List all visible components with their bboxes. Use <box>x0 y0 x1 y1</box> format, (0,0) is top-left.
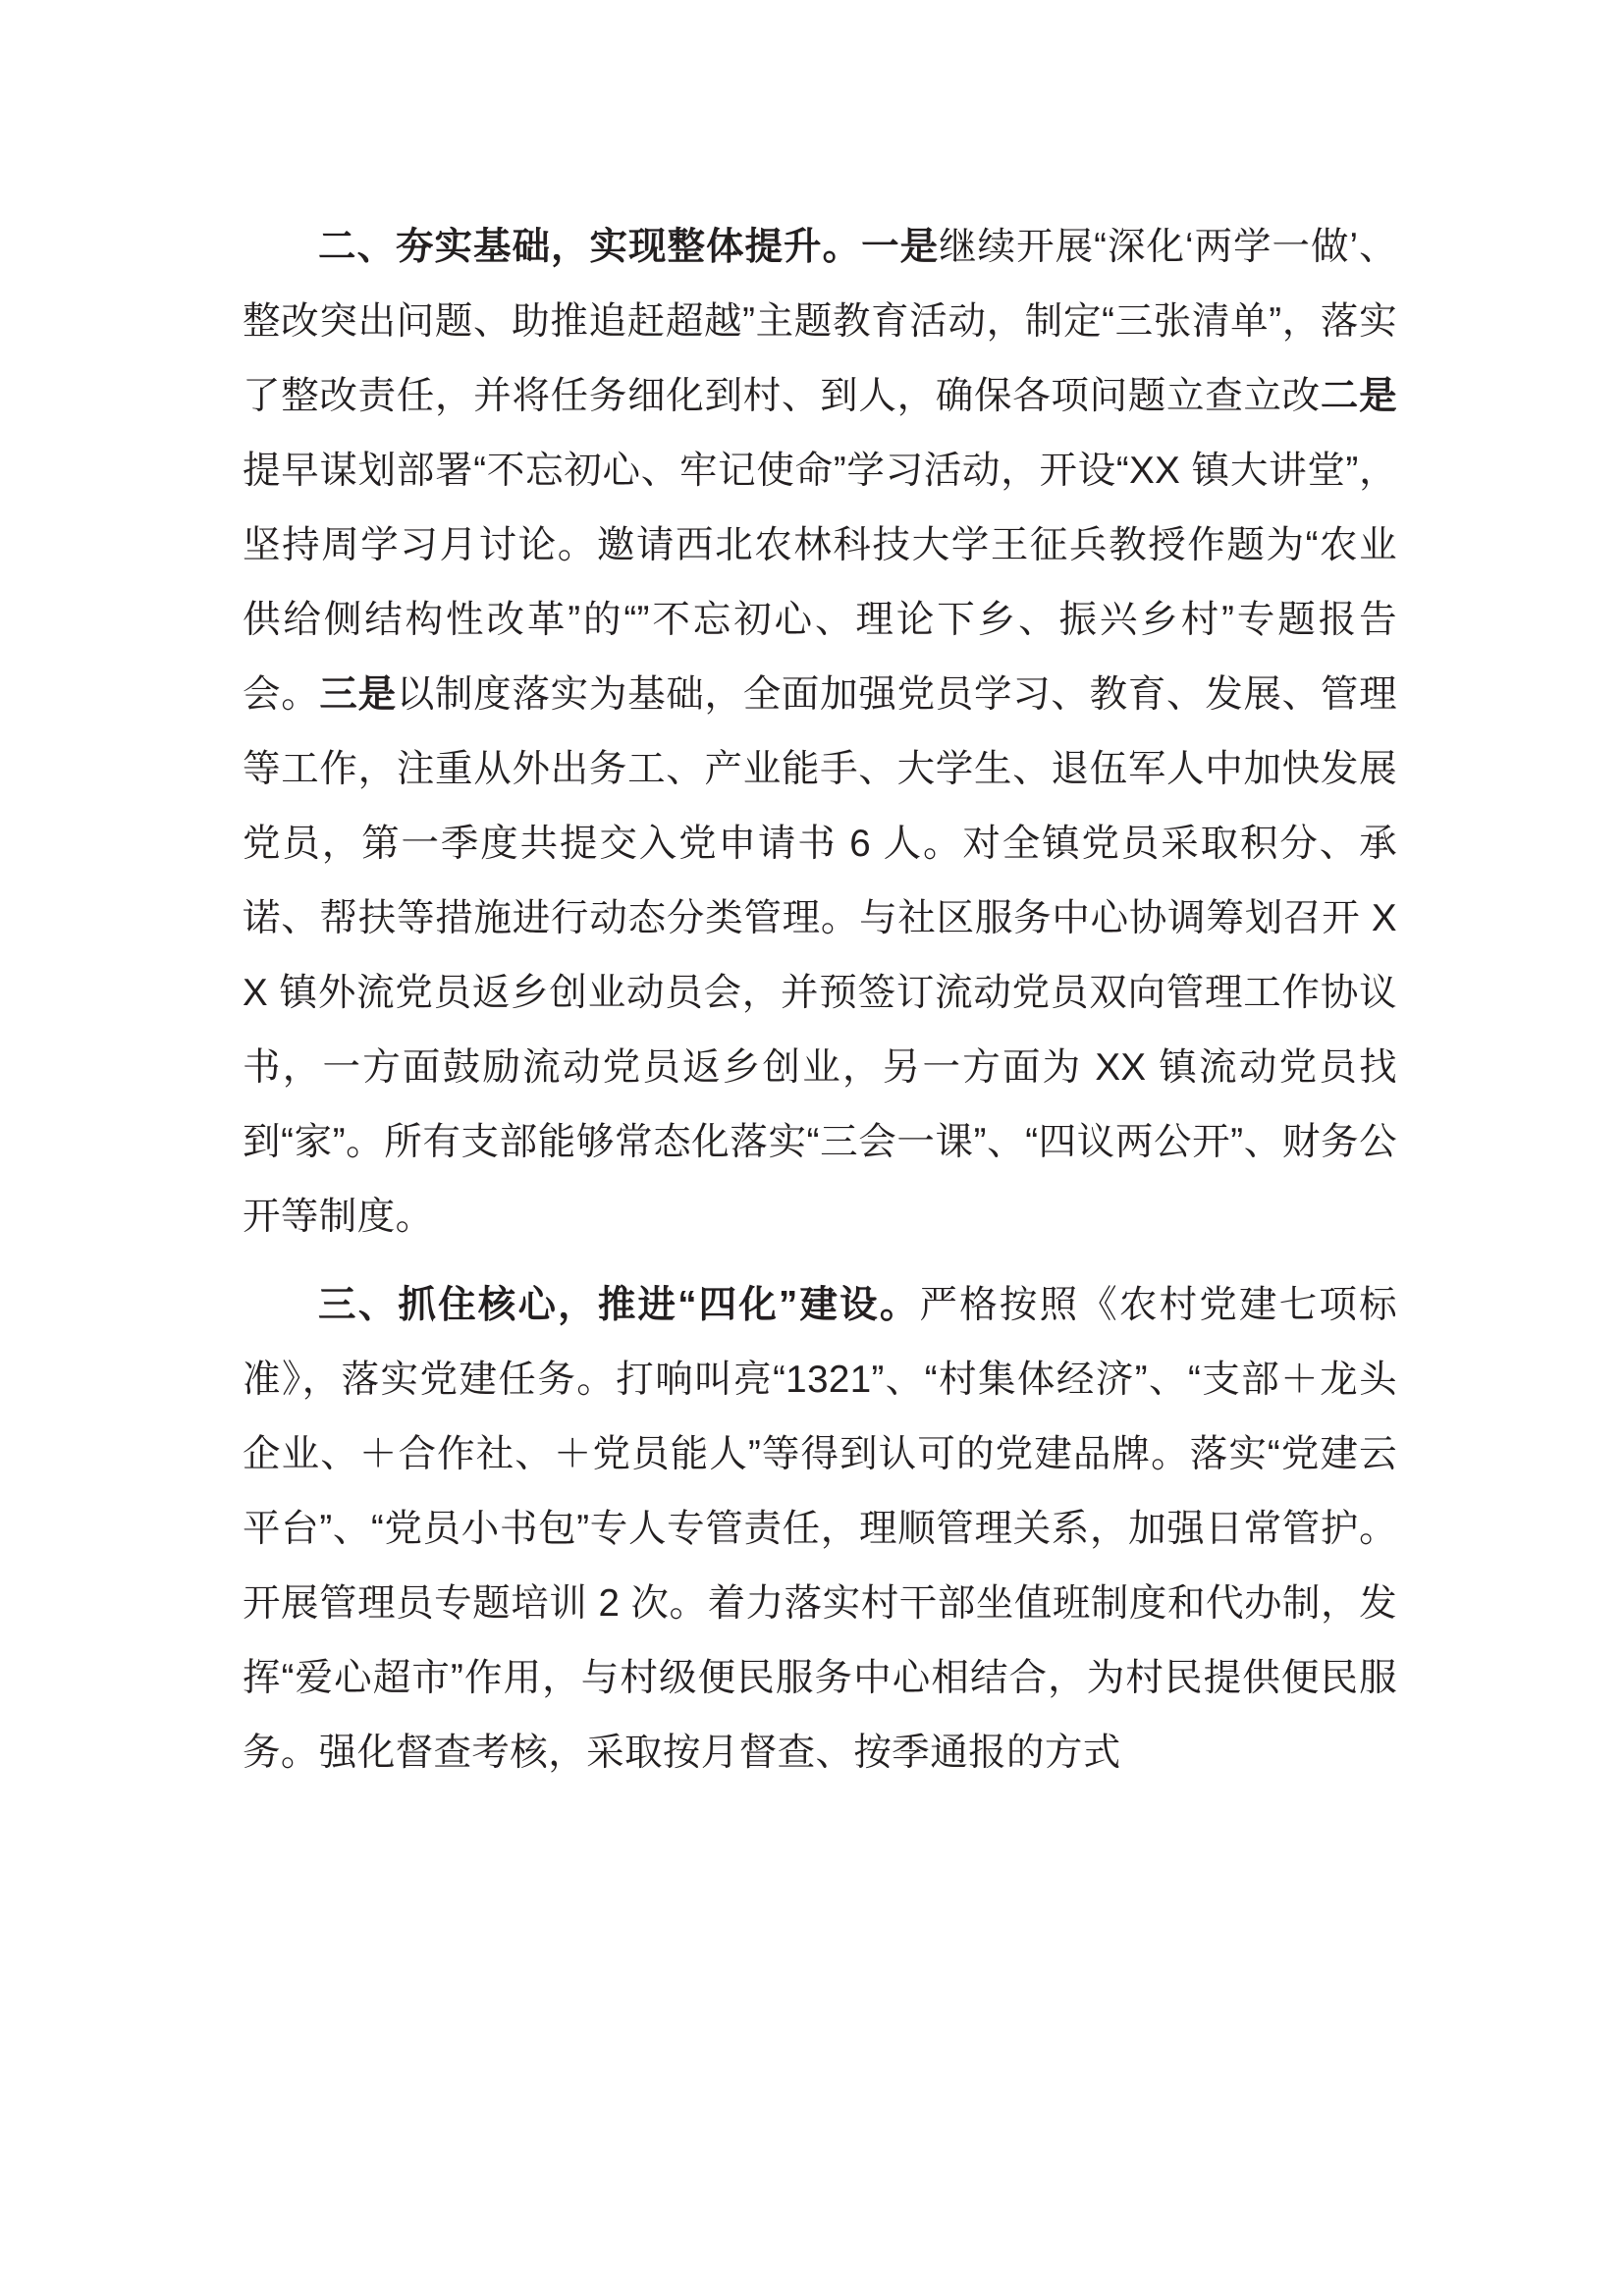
heading-section-two: 二、夯实基础，实现整体提升。 <box>318 226 862 268</box>
paragraph-section-two <box>243 210 1397 1255</box>
run-emphasis-ershi: 二是 <box>1320 375 1398 417</box>
run-body-2: 提早谋划部署“不忘初心、牢记使命”学习活动，开设“XX 镇大讲堂”，坚持周学习月讨论。邀请西北农林科技大学王征兵教授作题为“农业供给侧结构性改革”的“”不忘初心、理论下乡、振兴乡村”专题报告会。 <box>243 450 1397 716</box>
paragraph-section-three <box>243 1268 1397 1790</box>
run-body-1: 继续开展“深化‘两学一做’、整改突出问题、助推追赶超越”主题教育活动，制定“三张清单”，落实了整改责任，并将任务细化到村、到人，确保各项问题立查立改 <box>243 226 1397 417</box>
run-body-4: 严格按照《农村党建七项标准》，落实党建任务。打响叫亮“1321”、“村集体经济”、“支部＋龙头企业、＋合作社、＋党员能人”等得到认可的党建品牌。落实“党建云平台”、“党员小书包”专人专管责任，理顺管理关系，加强日常管护。开展管理员专题培训 2 次。着力落实村干部坐值班制度和代办制，发挥“爱心超市”作用，与村级便民服务中心相结合，为村民提供便民服务。强化督查考核，采取按月督查、按季通报的方式 <box>243 1284 1397 1774</box>
run-emphasis-yishi: 一是 <box>861 226 940 268</box>
heading-section-three: 三、抓住核心，推进“四化”建设。 <box>318 1284 920 1326</box>
run-emphasis-sanshi: 三是 <box>319 673 397 716</box>
document-body <box>243 210 1397 1804</box>
run-body-3: 以制度落实为基础，全面加强党员学习、教育、发展、管理等工作，注重从外出务工、产业能手、大学生、退伍军人中加快发展党员，第一季度共提交入党申请书 6 人。对全镇党员采取积分、承诺、帮扶等措施进行动态分类管理。与社区服务中心协调筹划召开 XX 镇外流党员返乡创业动员会，并预签订流动党员双向管理工作协议书，一方面鼓励流动党员返乡创业，另一方面为 XX 镇流动党员找到“家”。所有支部能够常态化落实“三会一课”、“四议两公开”、财务公开等制度。 <box>243 673 1397 1238</box>
